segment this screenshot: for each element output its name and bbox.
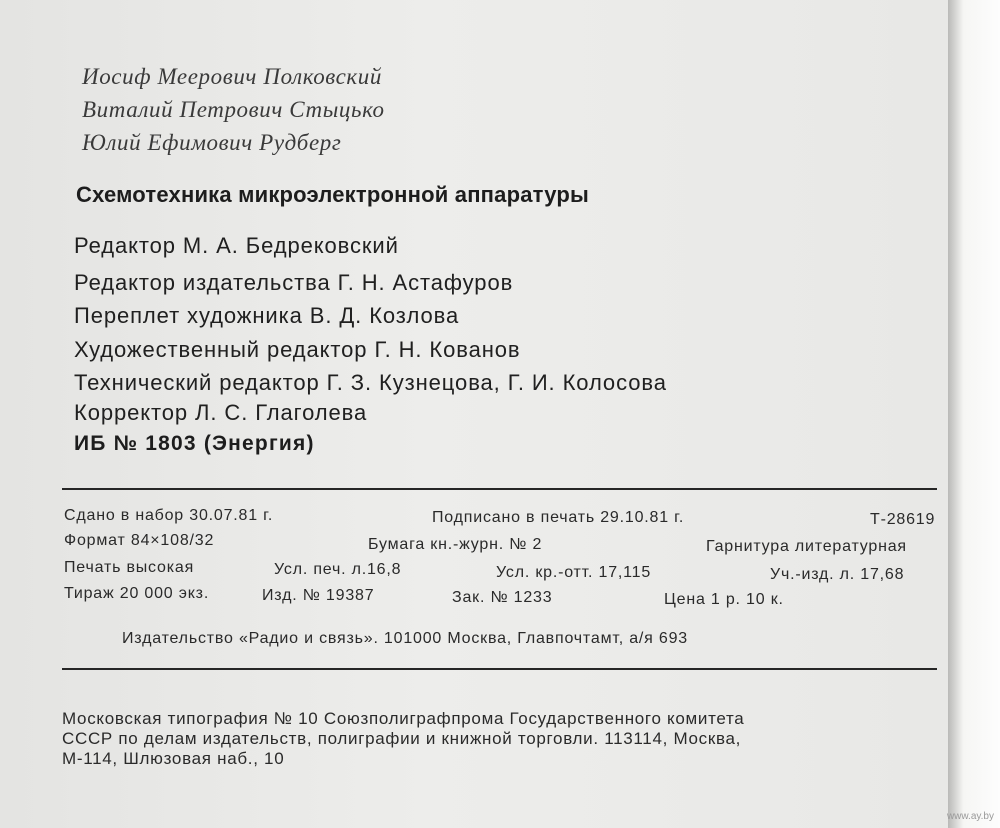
credit-publisher-editor: Редактор издательства Г. Н. Астафуров bbox=[74, 270, 514, 295]
imprint-edition-number: Изд. № 19387 bbox=[262, 587, 375, 604]
credit-cover-artist: Переплет художника В. Д. Козлова bbox=[74, 303, 460, 328]
book-title: Схемотехника микроэлектронной аппаратуры bbox=[76, 182, 589, 207]
imprint-signed-date: Подписано в печать 29.10.81 г. bbox=[432, 509, 685, 526]
imprint-t-number: Т-28619 bbox=[870, 511, 936, 528]
bottom-rule bbox=[62, 668, 937, 670]
imprint-order-number: Зак. № 1233 bbox=[452, 589, 553, 606]
imprint-printing: Печать высокая bbox=[64, 559, 195, 576]
printer-line-1: Московская типография № 10 Союзполиграфпрома Государственного комитета bbox=[62, 709, 745, 728]
imprint-publisher-address: Издательство «Радио и связь». 101000 Москва, Главпочтамт, а/я 693 bbox=[122, 630, 688, 647]
imprint-color-impressions: Усл. кр.-отт. 17,115 bbox=[496, 564, 652, 581]
site-watermark: www.ay.by bbox=[946, 811, 994, 822]
imprint-publisher-sheets: Уч.-изд. л. 17,68 bbox=[770, 566, 905, 583]
credit-editor: Редактор М. А. Бедрековский bbox=[74, 233, 399, 258]
imprint-print-sheets: Усл. печ. л.16,8 bbox=[274, 561, 402, 578]
imprint-format: Формат 84×108/32 bbox=[64, 532, 215, 549]
imprint-print-run: Тираж 20 000 экз. bbox=[64, 585, 210, 602]
imprint-typeset-date: Сдано в набор 30.07.81 г. bbox=[64, 507, 274, 524]
author-2: Виталий Петрович Стыцько bbox=[82, 97, 385, 122]
ib-number: ИБ № 1803 (Энергия) bbox=[74, 432, 315, 455]
page-edge bbox=[948, 0, 1000, 828]
imprint-paper: Бумага кн.-журн. № 2 bbox=[368, 536, 543, 553]
imprint-typeface: Гарнитура литературная bbox=[706, 538, 907, 555]
printer-line-2: СССР по делам издательств, полиграфии и книжной торговли. 113114, Москва, bbox=[62, 729, 742, 748]
imprint-price: Цена 1 р. 10 к. bbox=[664, 591, 784, 608]
author-3: Юлий Ефимович Рудберг bbox=[82, 130, 342, 155]
author-1: Иосиф Меерович Полковский bbox=[82, 64, 382, 89]
top-rule bbox=[62, 488, 937, 490]
credit-art-editor: Художественный редактор Г. Н. Кованов bbox=[74, 337, 521, 362]
printer-line-3: М-114, Шлюзовая наб., 10 bbox=[62, 749, 285, 768]
credit-tech-editor: Технический редактор Г. З. Кузнецова, Г. И. Колосова bbox=[74, 370, 667, 395]
credit-proofreader: Корректор Л. С. Глаголева bbox=[74, 400, 368, 425]
